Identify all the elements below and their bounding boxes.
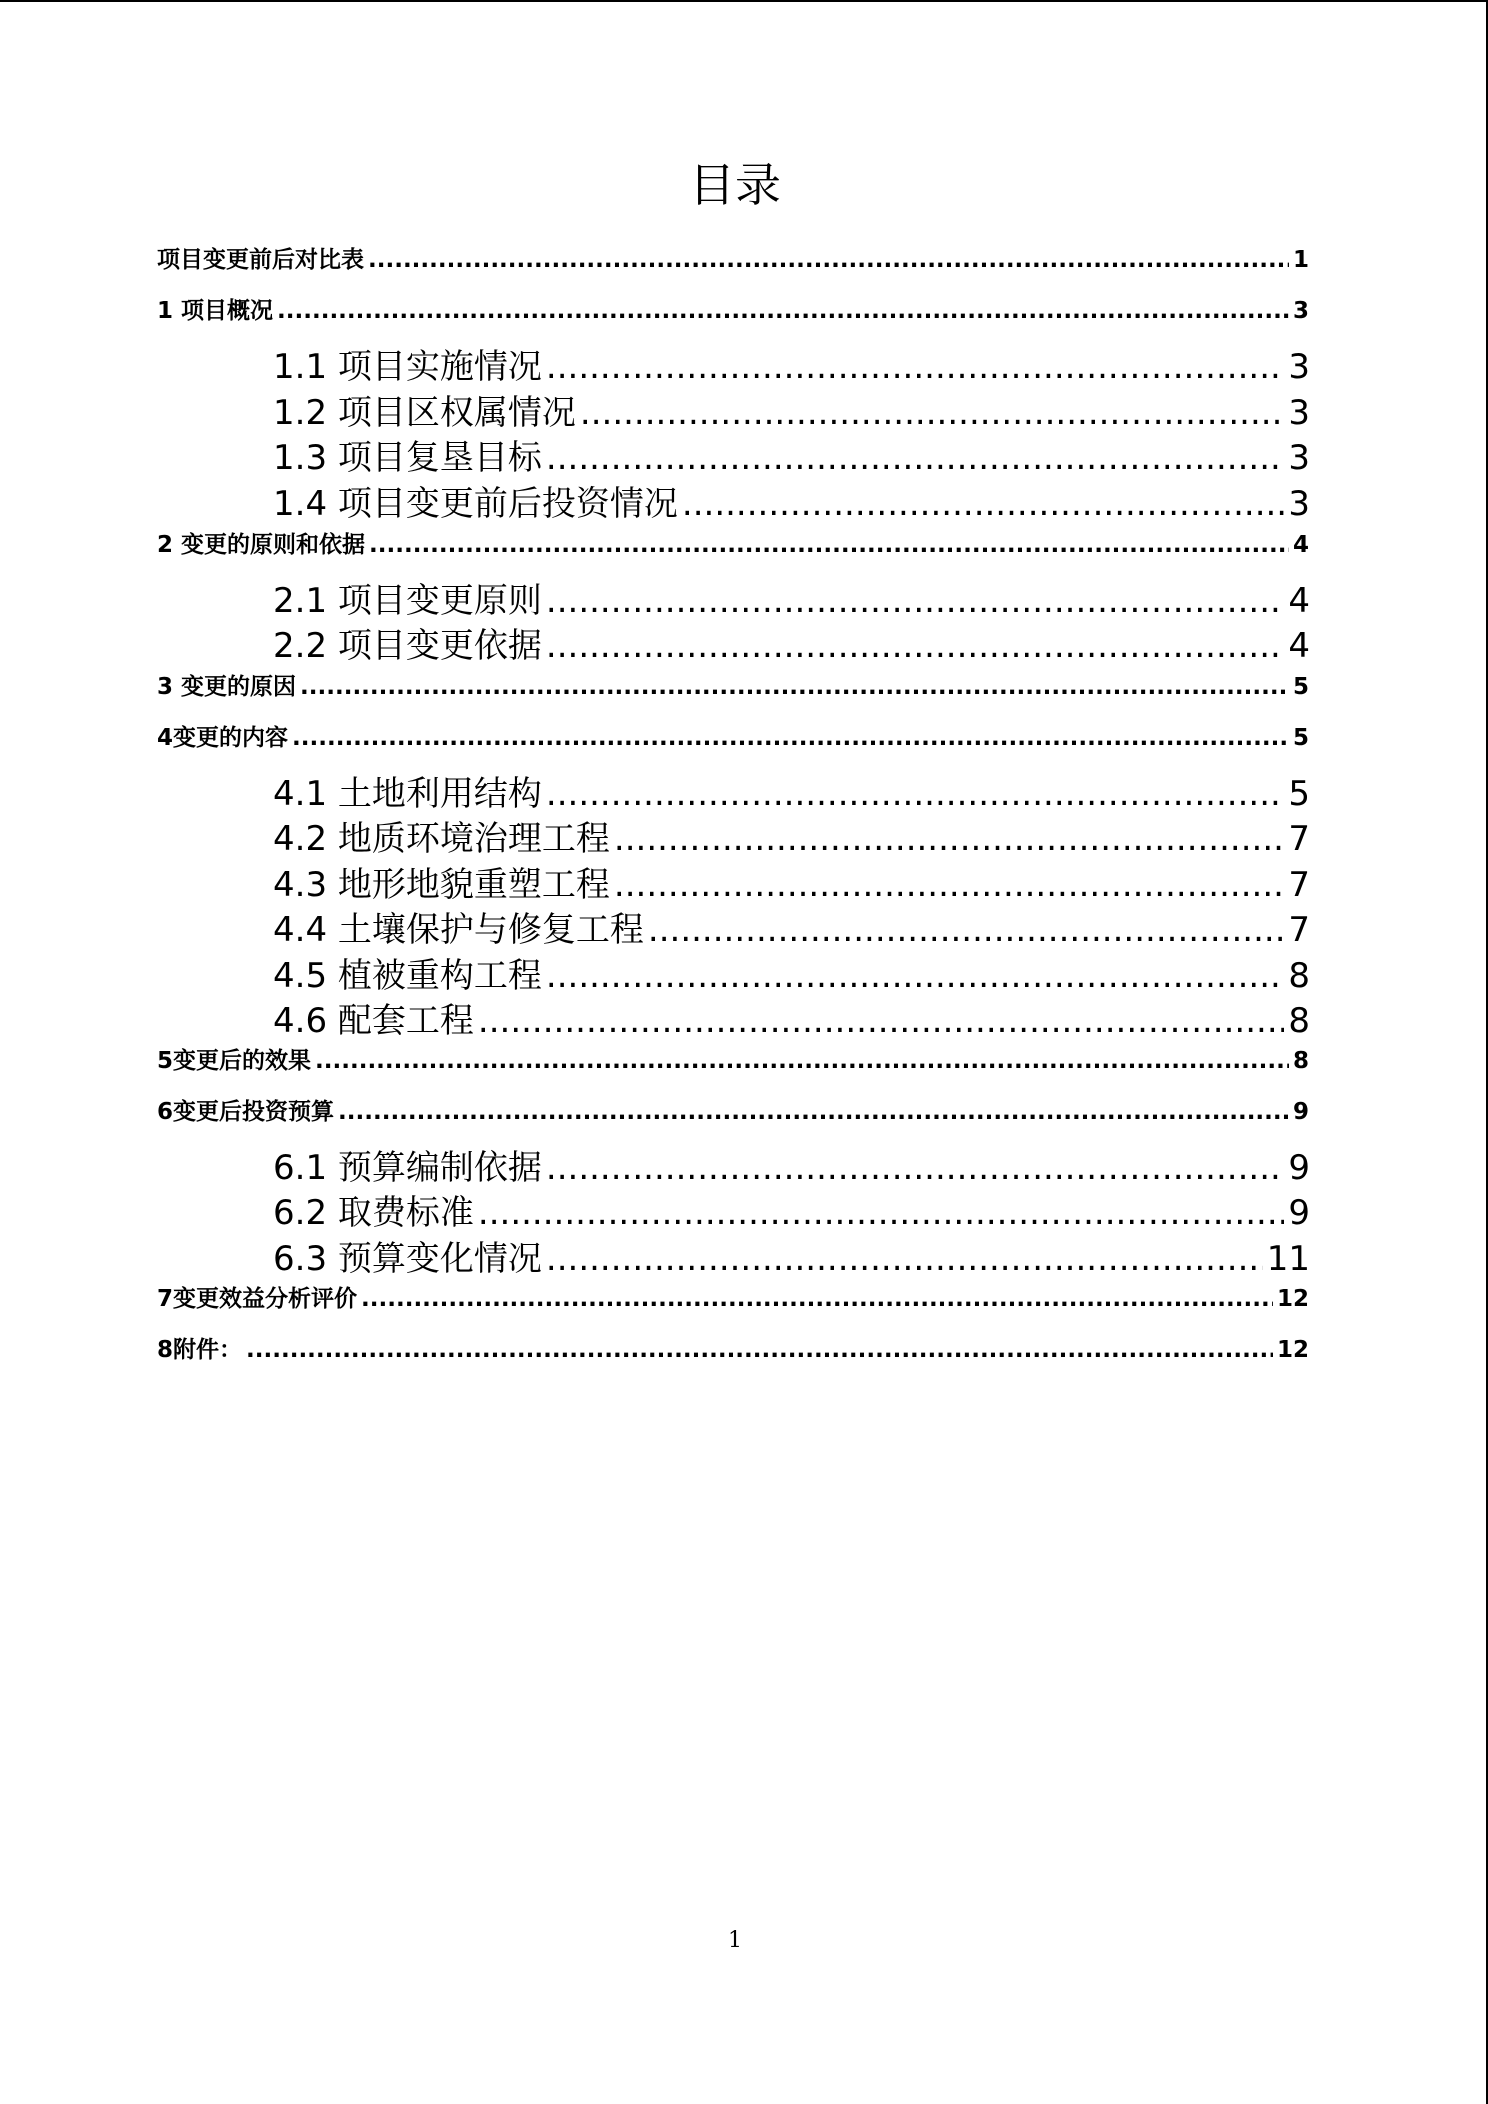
toc-entry[interactable] xyxy=(273,1236,1310,1282)
toc-entry-text: 6.1 预算编制依据 xyxy=(273,1148,542,1188)
toc-entry-page: 8 xyxy=(1288,956,1310,996)
toc-entry-page: 3 xyxy=(1292,298,1309,324)
toc-entry-page: 7 xyxy=(1288,819,1310,859)
toc-entry[interactable] xyxy=(273,435,1310,481)
toc-entry[interactable] xyxy=(157,669,1309,705)
toc-leader-dots xyxy=(277,293,1289,329)
toc-leader-dots xyxy=(546,623,1284,669)
toc-entry[interactable] xyxy=(273,771,1310,817)
toc-leader-dots xyxy=(368,242,1289,278)
toc-entry-page: 3 xyxy=(1288,484,1310,524)
toc-entry-page: 3 xyxy=(1288,438,1310,478)
toc-entry[interactable] xyxy=(157,1094,1309,1130)
toc-entry-text: 4.4 土壤保护与修复工程 xyxy=(273,910,644,950)
toc-entry[interactable] xyxy=(273,907,1310,953)
toc-entry-page: 11 xyxy=(1266,1239,1310,1279)
toc-entry[interactable] xyxy=(273,1145,1310,1191)
toc-entry-page: 7 xyxy=(1288,865,1310,905)
toc-entry-page: 8 xyxy=(1292,1048,1309,1074)
toc-leader-dots xyxy=(361,1281,1273,1317)
toc-entry[interactable] xyxy=(157,1043,1309,1079)
toc-entry-text: 2 变更的原则和依据 xyxy=(157,532,366,558)
toc-entry-page: 4 xyxy=(1288,581,1310,621)
toc-entry-text: 7变更效益分析评价 xyxy=(157,1286,358,1312)
toc-entry[interactable] xyxy=(273,623,1310,669)
toc-entry-page: 9 xyxy=(1288,1148,1310,1188)
toc-entry-text: 3 变更的原因 xyxy=(157,674,297,700)
toc-entry-page: 9 xyxy=(1288,1193,1310,1233)
toc-entry[interactable] xyxy=(273,481,1310,527)
toc-entry-page: 4 xyxy=(1288,626,1310,666)
toc-entry-text: 1.2 项目区权属情况 xyxy=(273,393,576,433)
toc-entry[interactable] xyxy=(157,242,1309,278)
toc-entry[interactable] xyxy=(273,390,1310,436)
toc-entry-text: 4.6 配套工程 xyxy=(273,1001,474,1041)
toc-leader-dots xyxy=(580,390,1284,436)
toc-entry-text: 5变更后的效果 xyxy=(157,1048,312,1074)
toc-leader-dots xyxy=(648,907,1284,953)
toc-entry[interactable] xyxy=(157,527,1309,563)
toc-entry[interactable] xyxy=(273,998,1310,1044)
toc-entry-text: 1 项目概况 xyxy=(157,298,274,324)
toc-entry-text: 4.5 植被重构工程 xyxy=(273,956,542,996)
toc-entry[interactable] xyxy=(157,720,1309,756)
toc-entry-text: 4.1 土地利用结构 xyxy=(273,774,542,814)
toc-entry-text: 8附件： xyxy=(157,1337,243,1363)
toc-entry-page: 8 xyxy=(1288,1001,1310,1041)
toc-leader-dots xyxy=(546,578,1284,624)
toc-entry-page: 12 xyxy=(1276,1286,1309,1312)
toc-entry[interactable] xyxy=(157,293,1309,329)
toc-leader-dots xyxy=(369,527,1289,563)
toc-entry[interactable] xyxy=(273,953,1310,999)
toc-leader-dots xyxy=(300,669,1289,705)
toc-entry-text: 6.3 预算变化情况 xyxy=(273,1239,542,1279)
toc-entry-page: 1 xyxy=(1292,247,1309,273)
toc-leader-dots xyxy=(546,1236,1263,1282)
toc-entry-page: 5 xyxy=(1292,725,1309,751)
toc-entry[interactable] xyxy=(157,1332,1309,1368)
toc-entry-text: 项目变更前后对比表 xyxy=(157,247,364,273)
toc-leader-dots xyxy=(614,816,1284,862)
toc-entry[interactable] xyxy=(273,344,1310,390)
toc-entry-text: 4.2 地质环境治理工程 xyxy=(273,819,610,859)
toc-entry-page: 5 xyxy=(1288,774,1310,814)
page-number: 1 xyxy=(728,1928,742,1953)
toc-leader-dots xyxy=(292,720,1289,756)
toc-entry-text: 1.4 项目变更前后投资情况 xyxy=(273,484,678,524)
toc-leader-dots xyxy=(315,1043,1289,1079)
toc-leader-dots xyxy=(478,998,1284,1044)
toc-leader-dots xyxy=(546,1145,1284,1191)
toc-leader-dots xyxy=(478,1190,1284,1236)
toc-entry-page: 12 xyxy=(1276,1337,1309,1363)
toc-leader-dots xyxy=(546,953,1284,999)
toc-leader-dots xyxy=(546,435,1284,481)
toc-leader-dots xyxy=(246,1332,1273,1368)
toc-entry-text: 6变更后投资预算 xyxy=(157,1099,335,1125)
toc-entry-page: 5 xyxy=(1292,674,1309,700)
toc-entry-page: 3 xyxy=(1288,347,1310,387)
toc-leader-dots xyxy=(682,481,1284,527)
toc-entry-page: 4 xyxy=(1292,532,1309,558)
toc-entry[interactable] xyxy=(273,816,1310,862)
toc-entry-page: 9 xyxy=(1292,1099,1309,1125)
toc-entry[interactable] xyxy=(273,1190,1310,1236)
toc-title: 目录 xyxy=(689,158,781,212)
toc-entry-text: 2.2 项目变更依据 xyxy=(273,626,542,666)
toc-entry-text: 2.1 项目变更原则 xyxy=(273,581,542,621)
toc-entry-text: 4变更的内容 xyxy=(157,725,289,751)
toc-entry[interactable] xyxy=(273,862,1310,908)
toc-entry-text: 1.3 项目复垦目标 xyxy=(273,438,542,478)
toc-entry-text: 1.1 项目实施情况 xyxy=(273,347,542,387)
toc-leader-dots xyxy=(614,862,1284,908)
toc-entry-page: 3 xyxy=(1288,393,1310,433)
toc-leader-dots xyxy=(546,771,1284,817)
toc-entry[interactable] xyxy=(273,578,1310,624)
toc-entry-text: 6.2 取费标准 xyxy=(273,1193,474,1233)
toc-leader-dots xyxy=(546,344,1284,390)
toc-leader-dots xyxy=(338,1094,1289,1130)
toc-entry-text: 4.3 地形地貌重塑工程 xyxy=(273,865,610,905)
toc-entry-page: 7 xyxy=(1288,910,1310,950)
toc-entry[interactable] xyxy=(157,1281,1309,1317)
